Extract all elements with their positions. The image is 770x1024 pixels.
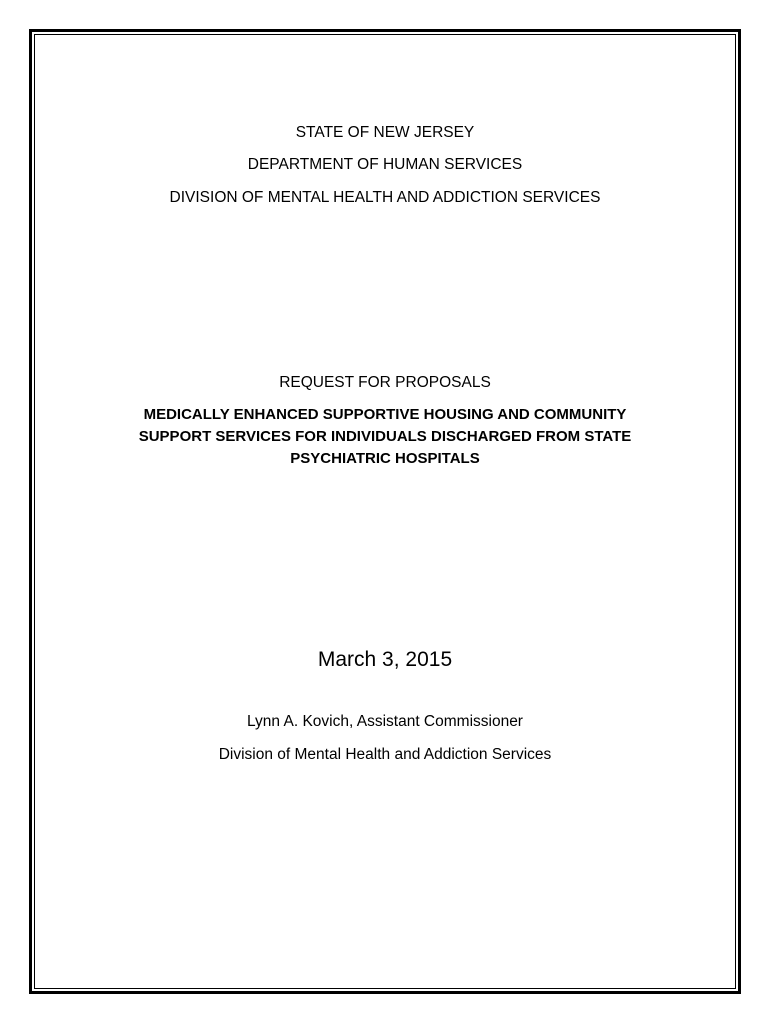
header-department: DEPARTMENT OF HUMAN SERVICES [247, 156, 523, 173]
signatory-name-title: Lynn A. Kovich, Assistant Commissioner [247, 713, 523, 730]
header-state: STATE OF NEW JERSEY [295, 124, 475, 141]
page-border-inner [34, 34, 736, 989]
rfp-title-line-3: PSYCHIATRIC HOSPITALS [290, 450, 480, 467]
document-date: March 3, 2015 [317, 648, 453, 671]
header-division: DIVISION OF MENTAL HEALTH AND ADDICTION SERVICES [169, 189, 601, 206]
rfp-label: REQUEST FOR PROPOSALS [279, 374, 491, 391]
rfp-title-line-2: SUPPORT SERVICES FOR INDIVIDUALS DISCHARGED FROM STATE [138, 428, 632, 445]
signatory-division: Division of Mental Health and Addiction Services [218, 746, 552, 763]
rfp-title-line-1: MEDICALLY ENHANCED SUPPORTIVE HOUSING AND COMMUNITY [143, 406, 627, 423]
